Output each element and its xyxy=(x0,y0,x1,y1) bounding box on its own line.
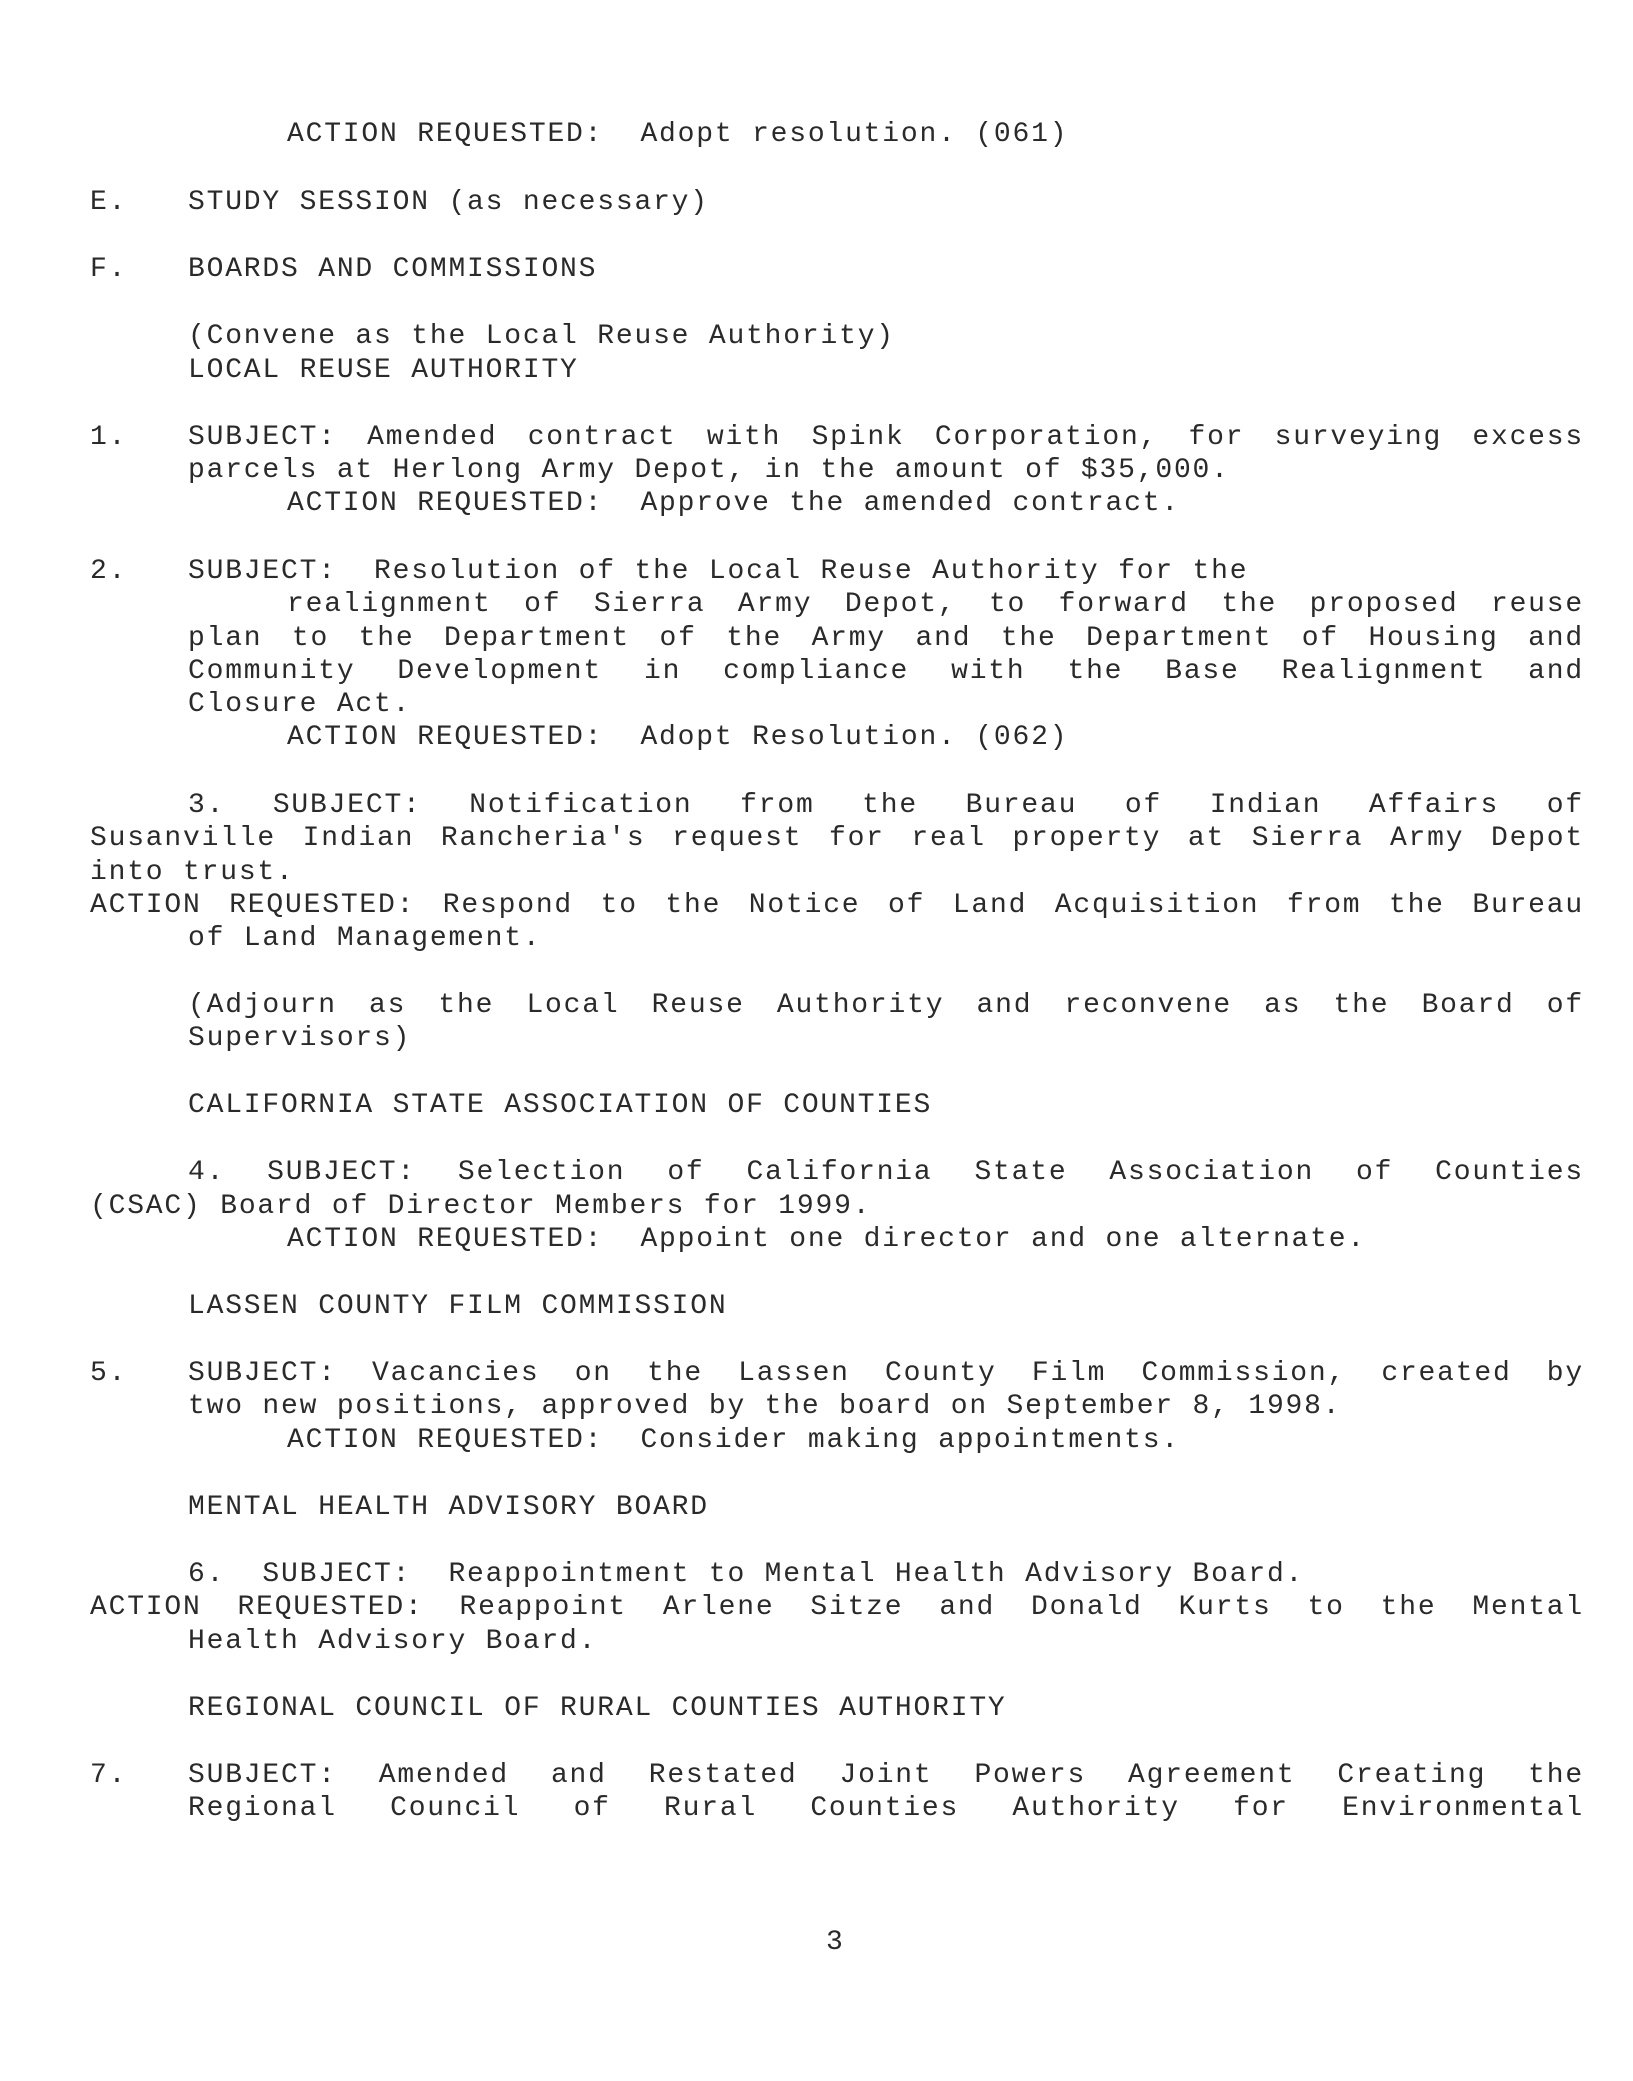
adjourn-note: (Adjourn as the Local Reuse Authority and reconvene as the Board of xyxy=(188,990,1584,1021)
item-2-subject-line-4: Community Development in compliance with the Base Realignment and xyxy=(188,656,1584,687)
rcrc-heading: REGIONAL COUNCIL OF RURAL COUNTIES AUTHORITY xyxy=(188,1693,1007,1724)
lra-heading: LOCAL REUSE AUTHORITY xyxy=(188,355,579,386)
mental-health-heading: MENTAL HEALTH ADVISORY BOARD xyxy=(188,1492,709,1523)
item-5-action: ACTION REQUESTED: Consider making appointments. xyxy=(287,1425,1180,1456)
convene-note: (Convene as the Local Reuse Authority) xyxy=(188,321,895,352)
item-4-subject: 4. SUBJECT: Selection of California State Association of Counties xyxy=(188,1157,1584,1188)
item-5-number: 5. xyxy=(90,1358,128,1389)
item-2-subject-line-3: plan to the Department of the Army and the Department of Housing and xyxy=(188,623,1584,654)
section-e-label: E. xyxy=(90,187,128,218)
item-2-action: ACTION REQUESTED: Adopt Resolution. (062) xyxy=(287,722,1069,753)
item-5-subject-cont: two new positions, approved by the board on September 8, 1998. xyxy=(188,1391,1342,1422)
item-7-number: 7. xyxy=(90,1760,128,1791)
item-1-subject-cont: parcels at Herlong Army Depot, in the amount of $35,000. xyxy=(188,455,1230,486)
adjourn-note-cont: Supervisors) xyxy=(188,1023,412,1054)
item-6-action: ACTION REQUESTED: Reappoint Arlene Sitze and Donald Kurts to the Mental xyxy=(90,1592,1584,1623)
item-3-action: ACTION REQUESTED: Respond to the Notice of Land Acquisition from the Bureau xyxy=(90,890,1584,921)
item-1-number: 1. xyxy=(90,422,128,453)
section-f-title: BOARDS AND COMMISSIONS xyxy=(188,254,598,285)
action-requested-061: ACTION REQUESTED: Adopt resolution. (061) xyxy=(287,119,1069,150)
item-3-action-cont: of Land Management. xyxy=(188,923,542,954)
item-2-subject: SUBJECT: Resolution of the Local Reuse Authority for the xyxy=(188,556,1249,587)
item-6-subject: 6. SUBJECT: Reappointment to Mental Health Advisory Board. xyxy=(188,1559,1305,1590)
section-f-label: F. xyxy=(90,254,128,285)
item-2-number: 2. xyxy=(90,556,128,587)
item-7-subject-cont: Regional Council of Rural Counties Authority for Environmental xyxy=(188,1793,1584,1824)
item-3-subject-line-3: into trust. xyxy=(90,857,295,888)
film-commission-heading: LASSEN COUNTY FILM COMMISSION xyxy=(188,1291,728,1322)
item-7-subject: SUBJECT: Amended and Restated Joint Powers Agreement Creating the xyxy=(188,1760,1584,1791)
csac-heading: CALIFORNIA STATE ASSOCIATION OF COUNTIES xyxy=(188,1090,933,1121)
item-1-action: ACTION REQUESTED: Approve the amended contract. xyxy=(287,488,1180,519)
item-6-action-cont: Health Advisory Board. xyxy=(188,1626,598,1657)
item-2-subject-line-2: realignment of Sierra Army Depot, to forward the proposed reuse xyxy=(287,589,1584,620)
item-5-subject: SUBJECT: Vacancies on the Lassen County Film Commission, created by xyxy=(188,1358,1584,1389)
item-1-subject: SUBJECT: Amended contract with Spink Corporation, for surveying excess xyxy=(188,422,1584,453)
item-3-subject: 3. SUBJECT: Notification from the Bureau of Indian Affairs of xyxy=(188,790,1584,821)
item-4-subject-cont: (CSAC) Board of Director Members for 1999. xyxy=(90,1191,872,1222)
item-2-subject-line-5: Closure Act. xyxy=(188,689,412,720)
item-4-action: ACTION REQUESTED: Appoint one director and one alternate. xyxy=(287,1224,1366,1255)
section-e-title: STUDY SESSION (as necessary) xyxy=(188,187,709,218)
item-3-subject-line-2: Susanville Indian Rancheria's request for real property at Sierra Army Depot xyxy=(90,823,1584,854)
page-number: 3 xyxy=(826,1927,845,1958)
